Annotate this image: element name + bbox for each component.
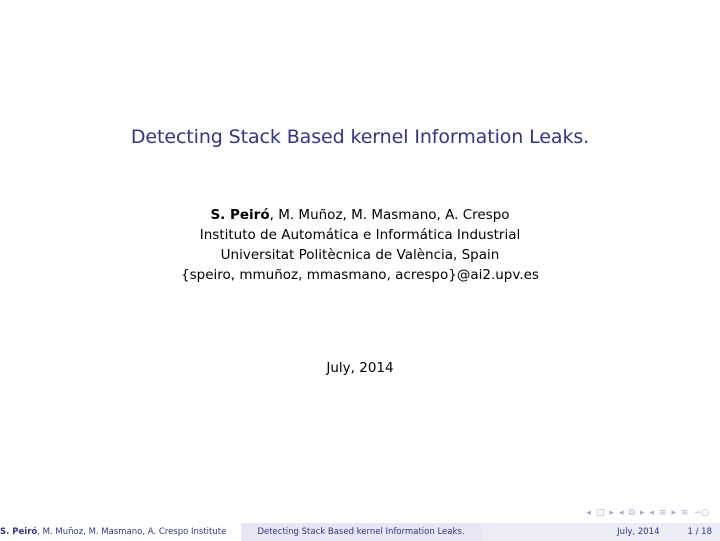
author-line xyxy=(0,205,720,225)
coauthor-names: , M. Muñoz, M. Masmano, A. Crespo xyxy=(269,207,510,223)
presentation-date: July, 2014 xyxy=(326,360,394,376)
author-block xyxy=(0,205,720,285)
nav-prev-frame-icon[interactable]: ◂ xyxy=(586,508,591,518)
nav-next-section-icon[interactable]: ▸ xyxy=(671,508,677,518)
slide-title: Detecting Stack Based kernel Information Leaks. xyxy=(130,126,590,148)
nav-align-icon[interactable]: ≡ xyxy=(681,508,689,518)
affiliation-university: Universitat Politècnica de València, Spain xyxy=(220,247,500,263)
author-emails: {speiro, mmuñoz, mmasmano, acrespo}@ai2.upv.es xyxy=(181,267,539,283)
footer-info xyxy=(481,523,720,541)
footer-bar xyxy=(0,523,720,541)
nav-search-icon[interactable]: ∽○ xyxy=(693,508,709,518)
affiliation-institute: Instituto de Automática e Informática Industrial xyxy=(199,227,521,243)
footer-page-number: 1 / 18 xyxy=(687,527,712,537)
nav-next-subsection-icon[interactable]: ▸ xyxy=(639,508,645,518)
beamer-navigation xyxy=(585,506,710,520)
footer-authors xyxy=(0,523,241,541)
nav-prev-subsection-icon[interactable]: ◂ xyxy=(618,508,624,518)
footer-title: Detecting Stack Based kernel Information Leaks. xyxy=(241,523,481,541)
footer-coauthors: , M. Muñoz, M. Masmano, A. Crespo Institute xyxy=(37,527,227,537)
nav-prev-section-icon[interactable]: ◂ xyxy=(649,508,654,518)
nav-next-frame-icon[interactable]: ▸ xyxy=(609,508,614,518)
footer-presenter: S. Peiró xyxy=(0,527,38,537)
nav-frame-icon[interactable]: □ xyxy=(595,508,605,518)
presenter-name: S. Peiró xyxy=(210,207,270,223)
nav-subsection-icon[interactable]: ⧉ xyxy=(628,508,635,518)
nav-section-icon[interactable]: ≡ xyxy=(658,508,667,518)
footer-date: July, 2014 xyxy=(617,527,660,537)
